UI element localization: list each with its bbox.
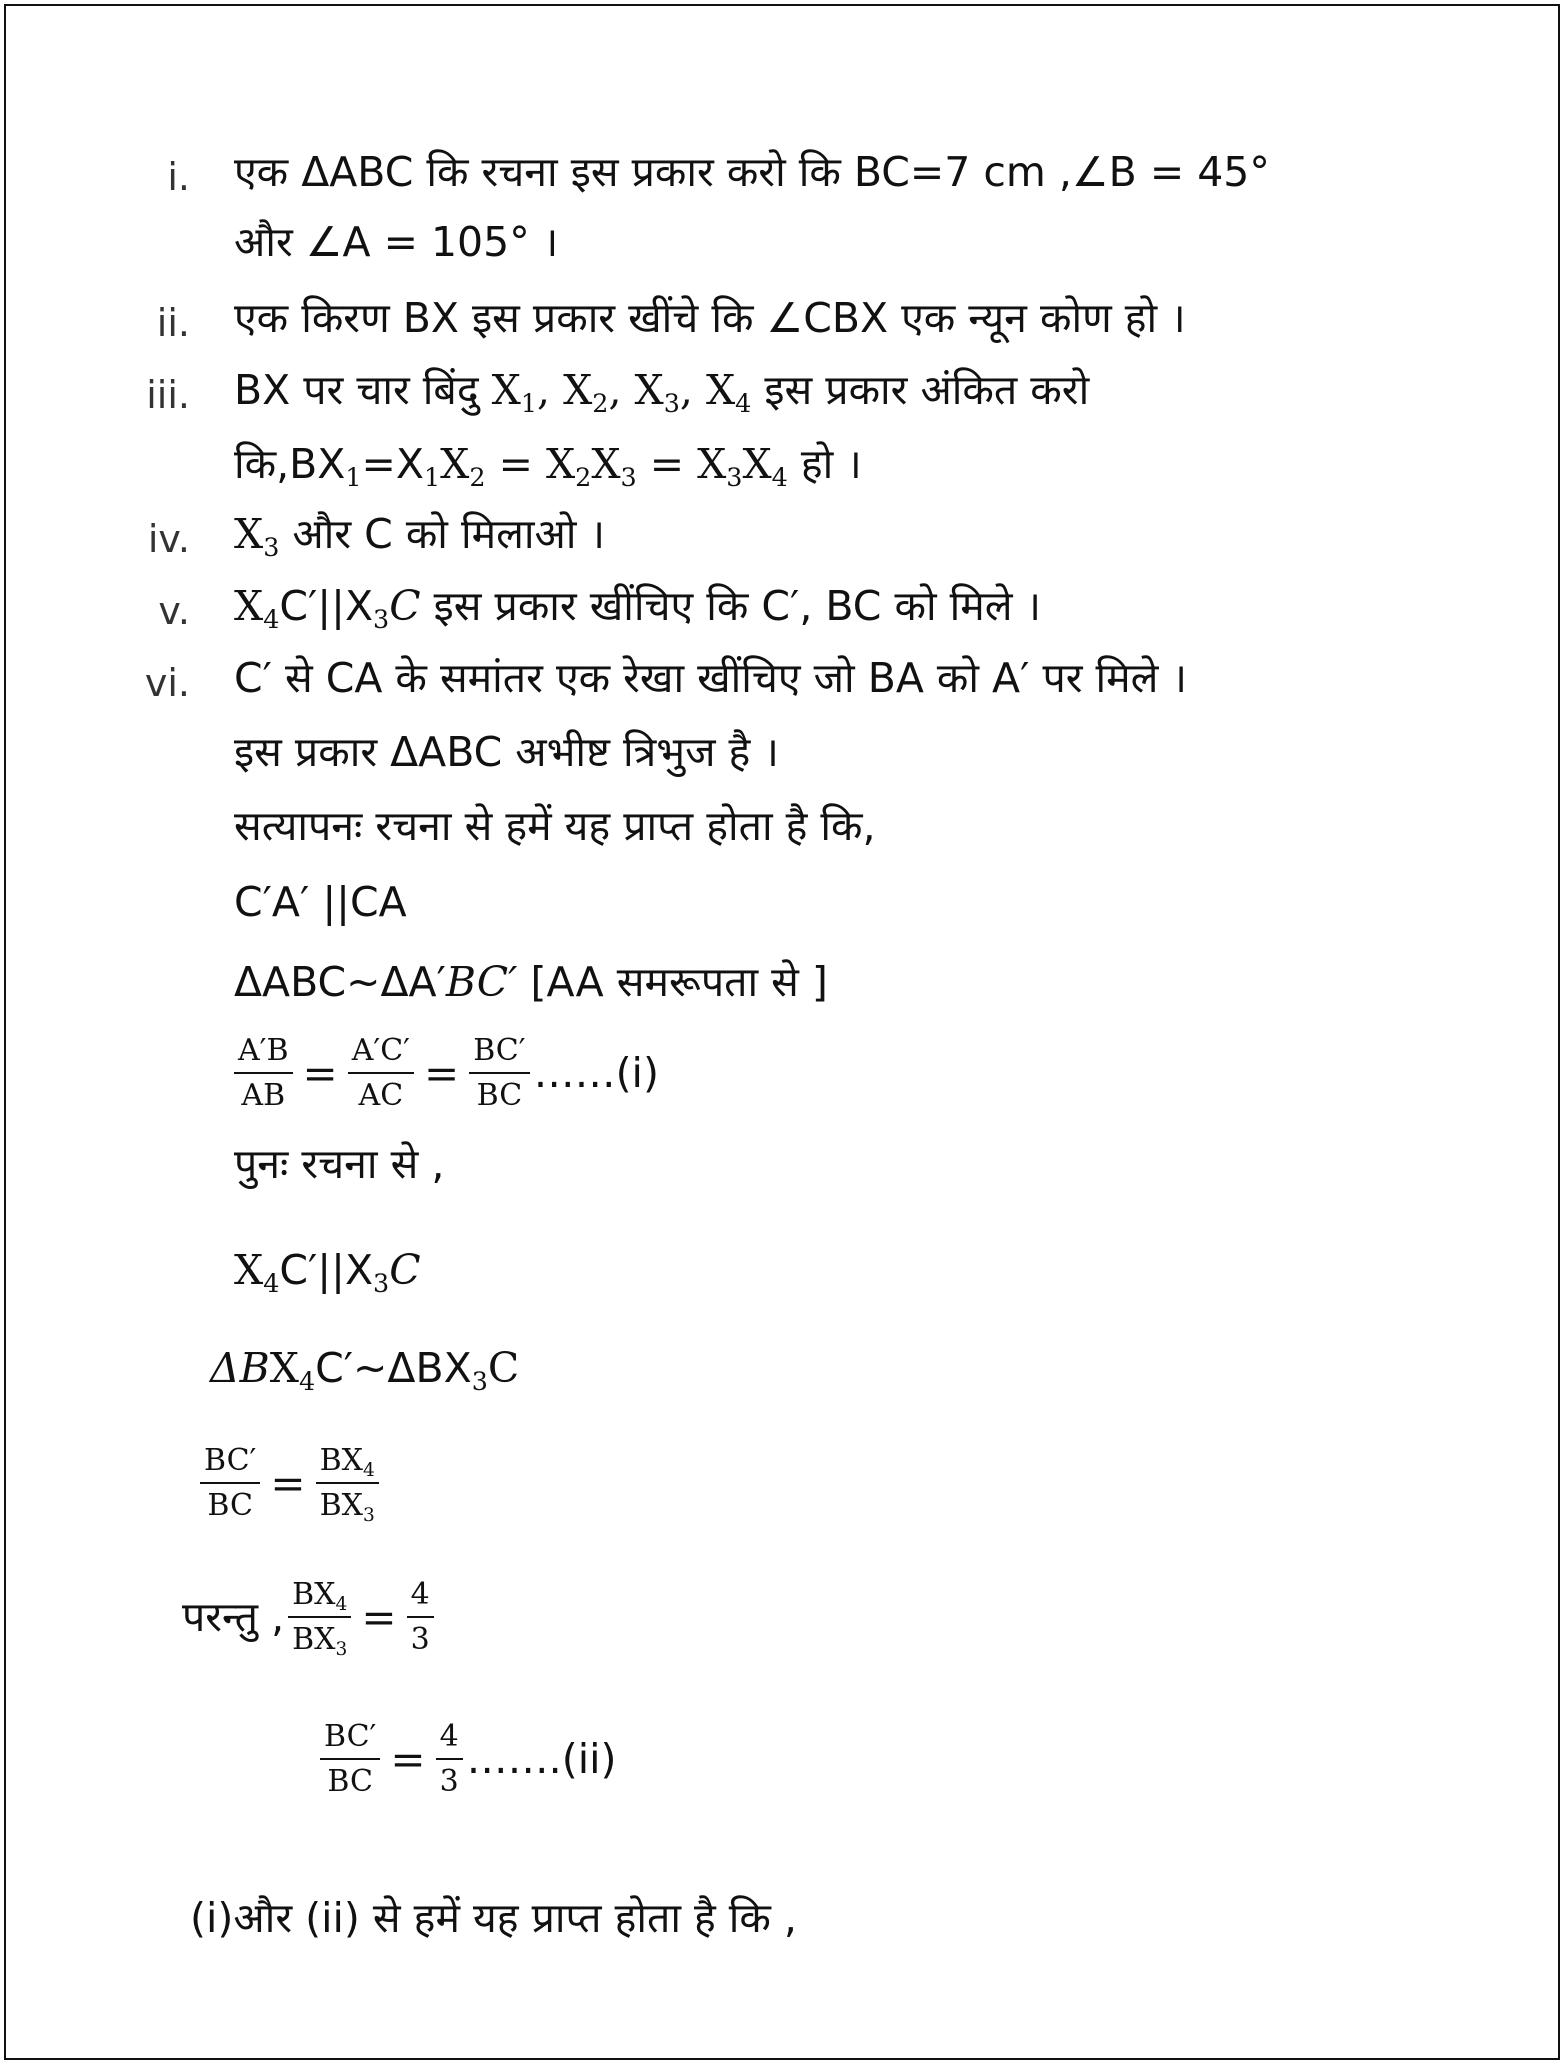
fraction: $\frac{A'B}{AB}$	[234, 1034, 293, 1113]
step-number: iv.	[147, 517, 190, 561]
parallel-statement-2: $X_4C'||X_3C$	[234, 1246, 421, 1299]
similarity-statement-2: $\Delta BX_4C'\sim\Delta BX_3C$	[210, 1344, 520, 1397]
result-text: इस प्रकार ΔABC अभीष्ट त्रिभुज है ।	[234, 728, 779, 776]
step-6-line-1: C′ से CA के समांतर एक रेखा खींचिए जो BA को A′ पर मिले ।	[234, 654, 1188, 702]
step-4-line-1: $X_3$ और C को मिलाओ ।	[234, 510, 606, 563]
similarity-statement-1: ΔABC~ΔA′BC′ [AA समरूपता से ]	[234, 958, 828, 1006]
step-number: iii.	[146, 373, 190, 417]
ratio-equation-1: $\frac{A'B}{AB}$ = $\frac{A'C'}{AC}$ = $\frac{BC'}{BC}$ ……(i)	[230, 1034, 659, 1113]
equation-tag: ……(i)	[533, 1049, 659, 1097]
ratio-equation-3: $\frac{BC'}{BC}$ = $\frac{4}{3}$ …….(ii)	[316, 1720, 616, 1799]
fraction: $\frac{BX_4}{BX_3}$	[288, 1578, 351, 1657]
fraction: $\frac{4}{3}$	[436, 1720, 463, 1799]
fraction: $\frac{A'C'}{AC}$	[348, 1034, 414, 1113]
step-number: vi.	[144, 661, 190, 705]
step-number: v.	[158, 589, 190, 633]
but-equation: परन्तु , $\frac{BX_4}{BX_3}$ = $\frac{4}{3}$	[182, 1578, 438, 1657]
fraction: $\frac{4}{3}$	[407, 1578, 434, 1657]
step-2-line-1: एक किरण BX इस प्रकार खींचे कि ∠CBX एक न्यून कोण हो ।	[234, 294, 1186, 342]
step-number: i.	[167, 155, 190, 199]
document-page	[4, 4, 1560, 2060]
fraction: $\frac{BC'}{BC}$	[200, 1444, 260, 1523]
again-text: पुनः रचना से ,	[234, 1140, 445, 1188]
step-3-line-1: BX पर चार बिंदु $X_1$, $X_2$, $X_3$, $X_4$ इस प्रकार अंकित करो	[234, 366, 1090, 419]
ratio-equation-2: $\frac{BC'}{BC}$ = $\frac{BX_4}{BX_3}$	[196, 1444, 383, 1523]
step-1-line-1: एक ΔABC कि रचना इस प्रकार करो कि BC=7 cm ,∠B = 45°	[234, 148, 1270, 196]
parallel-statement-1: C′A′ ||CA	[234, 878, 407, 926]
equation-tag: …….(ii)	[466, 1735, 617, 1783]
step-number: ii.	[156, 301, 190, 345]
fraction: $\frac{BC'}{BC}$	[320, 1720, 380, 1799]
conclusion-text: (i)और (ii) से हमें यह प्राप्त होता है कि ,	[190, 1894, 797, 1942]
fraction: $\frac{BC'}{BC}$	[469, 1034, 529, 1113]
step-5-line-1: $X_4C'||X_3C$ इस प्रकार खींचिए कि C′, BC को मिले ।	[234, 582, 1042, 635]
verification-text: सत्यापनः रचना से हमें यह प्राप्त होता है कि,	[234, 802, 876, 850]
fraction: $\frac{BX_4}{BX_3}$	[316, 1444, 379, 1523]
step-1-line-2: और ∠A = 105° ।	[234, 218, 559, 266]
step-3-line-2: $कि,BX_1=X_1X_2 = X_2X_3 = X_3X_4$ हो ।	[234, 440, 862, 493]
